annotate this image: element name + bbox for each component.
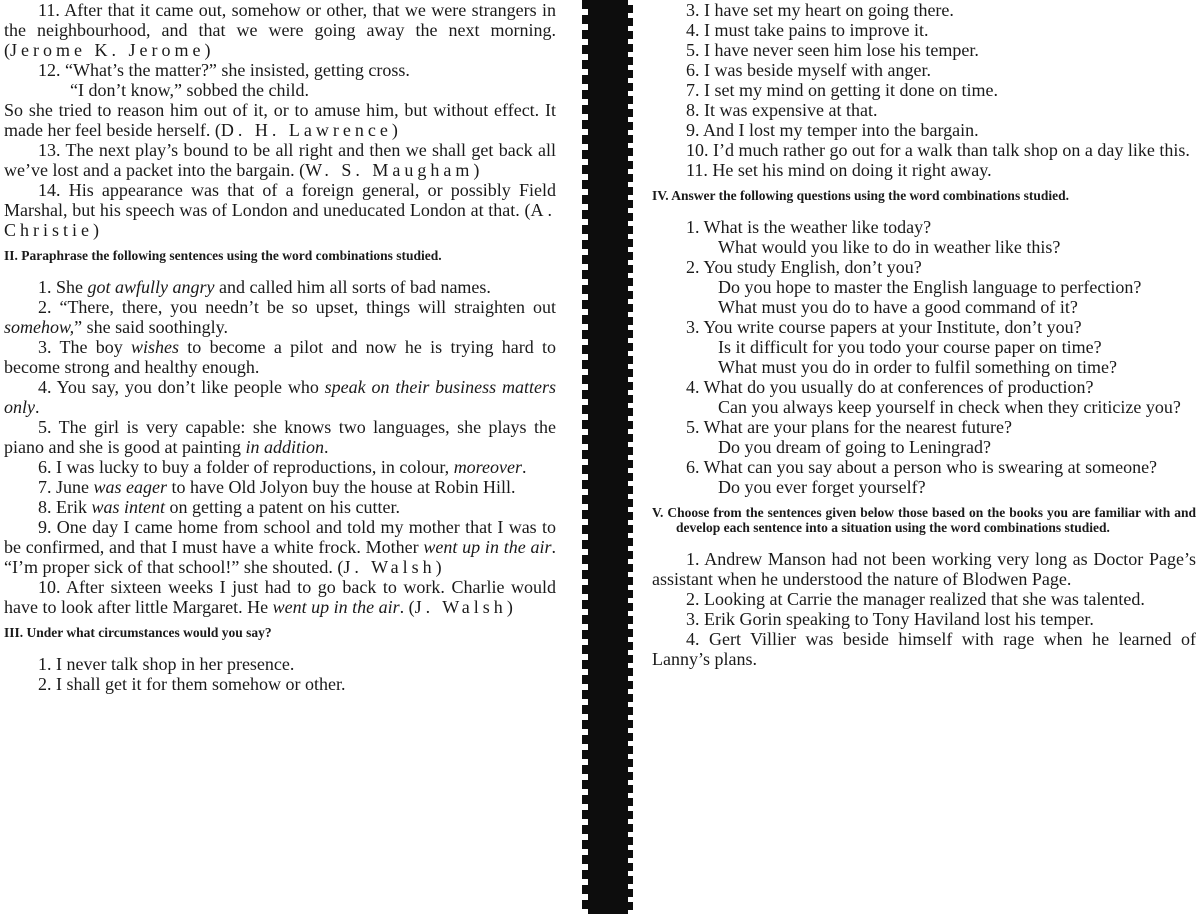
question-2: 2. You study English, don’t you? [686, 257, 922, 277]
example-12-reply: “I don’t know,” sobbed the child. [70, 80, 309, 100]
circumstance-2: 2. I shall get it for them somehow or other. [38, 674, 346, 694]
example-12-continued: So she tried to reason him out of it, or to amuse him, but without effect. It made her feel beside herself. (D. H. Lawrence) [4, 100, 556, 140]
circumstance-5: 5. I have never seen him lose his temper. [686, 40, 979, 60]
circumstance-7: 7. I set my mind on getting it done on time. [686, 80, 998, 100]
paraphrase-2: 2. “There, there, you needn’t be so upset, things will straighten out somehow,” she said soothingly. [4, 297, 556, 337]
paraphrase-5: 5. The girl is very capable: she knows two languages, she plays the piano and she is good at painting in addition. [4, 417, 556, 457]
paraphrase-8: 8. Erik was intent on getting a patent on his cutter. [38, 497, 400, 517]
paraphrase-7: 7. June was eager to have Old Jolyon buy the house at Robin Hill. [38, 477, 516, 497]
example-14: 14. His appearance was that of a foreign general, or possibly Field Marshal, but his speech was of London and uneducated London at that. (A. Christie) [4, 180, 556, 240]
right-page [652, 0, 1196, 914]
paraphrase-9: 9. One day I came home from school and told my mother that I was to be confirmed, and that I must have a white frock. Mother went up in the air. “I’m proper sick of that school!” she shouted. (J. Walsh) [4, 517, 556, 577]
question-3-followup-a: Is it difficult for you todo your course paper on time? [718, 337, 1102, 357]
question-4-followup: Can you always keep yourself in check when they criticize you? [718, 397, 1181, 417]
example-12: 12. “What’s the matter?” she insisted, getting cross. [38, 60, 410, 80]
section-iii-heading: III. Under what circumstances would you say? [4, 625, 272, 640]
situation-4: 4. Gert Villier was beside himself with rage when he learned of Lanny’s plans. [652, 629, 1196, 669]
question-1-followup: What would you like to do in weather like this? [718, 237, 1061, 257]
section-ii-heading: II. Paraphrase the following sentences using the word combinations studied. [4, 248, 442, 263]
question-1: 1. What is the weather like today? [686, 217, 932, 237]
circumstance-1: 1. I never talk shop in her presence. [38, 654, 295, 674]
situation-3: 3. Erik Gorin speaking to Tony Haviland lost his temper. [686, 609, 1094, 629]
question-2-followup-b: What must you do to have a good command of it? [718, 297, 1078, 317]
paraphrase-1: 1. She got awfully angry and called him all sorts of bad names. [38, 277, 491, 297]
situation-2: 2. Looking at Carrie the manager realized that she was talented. [686, 589, 1145, 609]
circumstance-10: 10. I’d much rather go out for a walk than talk shop on a day like this. [686, 140, 1190, 160]
example-13: 13. The next play’s bound to be all right and then we shall get back all we’ve lost and a packet into the bargain. (W. S. Maugham) [4, 140, 556, 180]
circumstance-8: 8. It was expensive at that. [686, 100, 878, 120]
circumstance-11: 11. He set his mind on doing it right away. [686, 160, 992, 180]
circumstance-6: 6. I was beside myself with anger. [686, 60, 931, 80]
paraphrase-3: 3. The boy wishes to become a pilot and now he is trying hard to become strong and healthy enough. [4, 337, 556, 377]
situation-1: 1. Andrew Manson had not been working very long as Doctor Page’s assistant when he understood the nature of Blodwen Page. [652, 549, 1196, 589]
circumstance-9: 9. And I lost my temper into the bargain. [686, 120, 979, 140]
circumstance-3: 3. I have set my heart on going there. [686, 0, 954, 20]
paraphrase-4: 4. You say, you don’t like people who speak on their business matters only. [4, 377, 556, 417]
question-5-followup: Do you dream of going to Leningrad? [718, 437, 991, 457]
question-2-followup-a: Do you hope to master the English language to perfection? [718, 277, 1142, 297]
paraphrase-10: 10. After sixteen weeks I just had to go back to work. Charlie would have to look after little Margaret. He went up in the air. (J. Walsh) [4, 577, 556, 617]
question-3: 3. You write course papers at your Institute, don’t you? [686, 317, 1082, 337]
question-6-followup: Do you ever forget yourself? [718, 477, 926, 497]
circumstance-4: 4. I must take pains to improve it. [686, 20, 929, 40]
section-iv-heading: IV. Answer the following questions using the word combinations studied. [652, 188, 1069, 203]
left-page [4, 0, 556, 914]
paraphrase-6: 6. I was lucky to buy a folder of reproductions, in colour, moreover. [38, 457, 527, 477]
section-v-heading: V. Choose from the sentences given below those based on the books you are familiar with and develop each sentence into a situation using the word combinations studied. [652, 505, 1196, 535]
question-4: 4. What do you usually do at conferences of production? [686, 377, 1094, 397]
question-6: 6. What can you say about a person who is swearing at someone? [686, 457, 1158, 477]
question-3-followup-b: What must you do in order to fulfil something on time? [718, 357, 1117, 377]
example-11: 11. After that it came out, somehow or other, that we were strangers in the neighbourhood, and that we were going away the next morning. (Jerome K. Jerome) [4, 0, 556, 60]
question-5: 5. What are your plans for the nearest future? [686, 417, 1013, 437]
book-spine-shadow [588, 0, 628, 914]
